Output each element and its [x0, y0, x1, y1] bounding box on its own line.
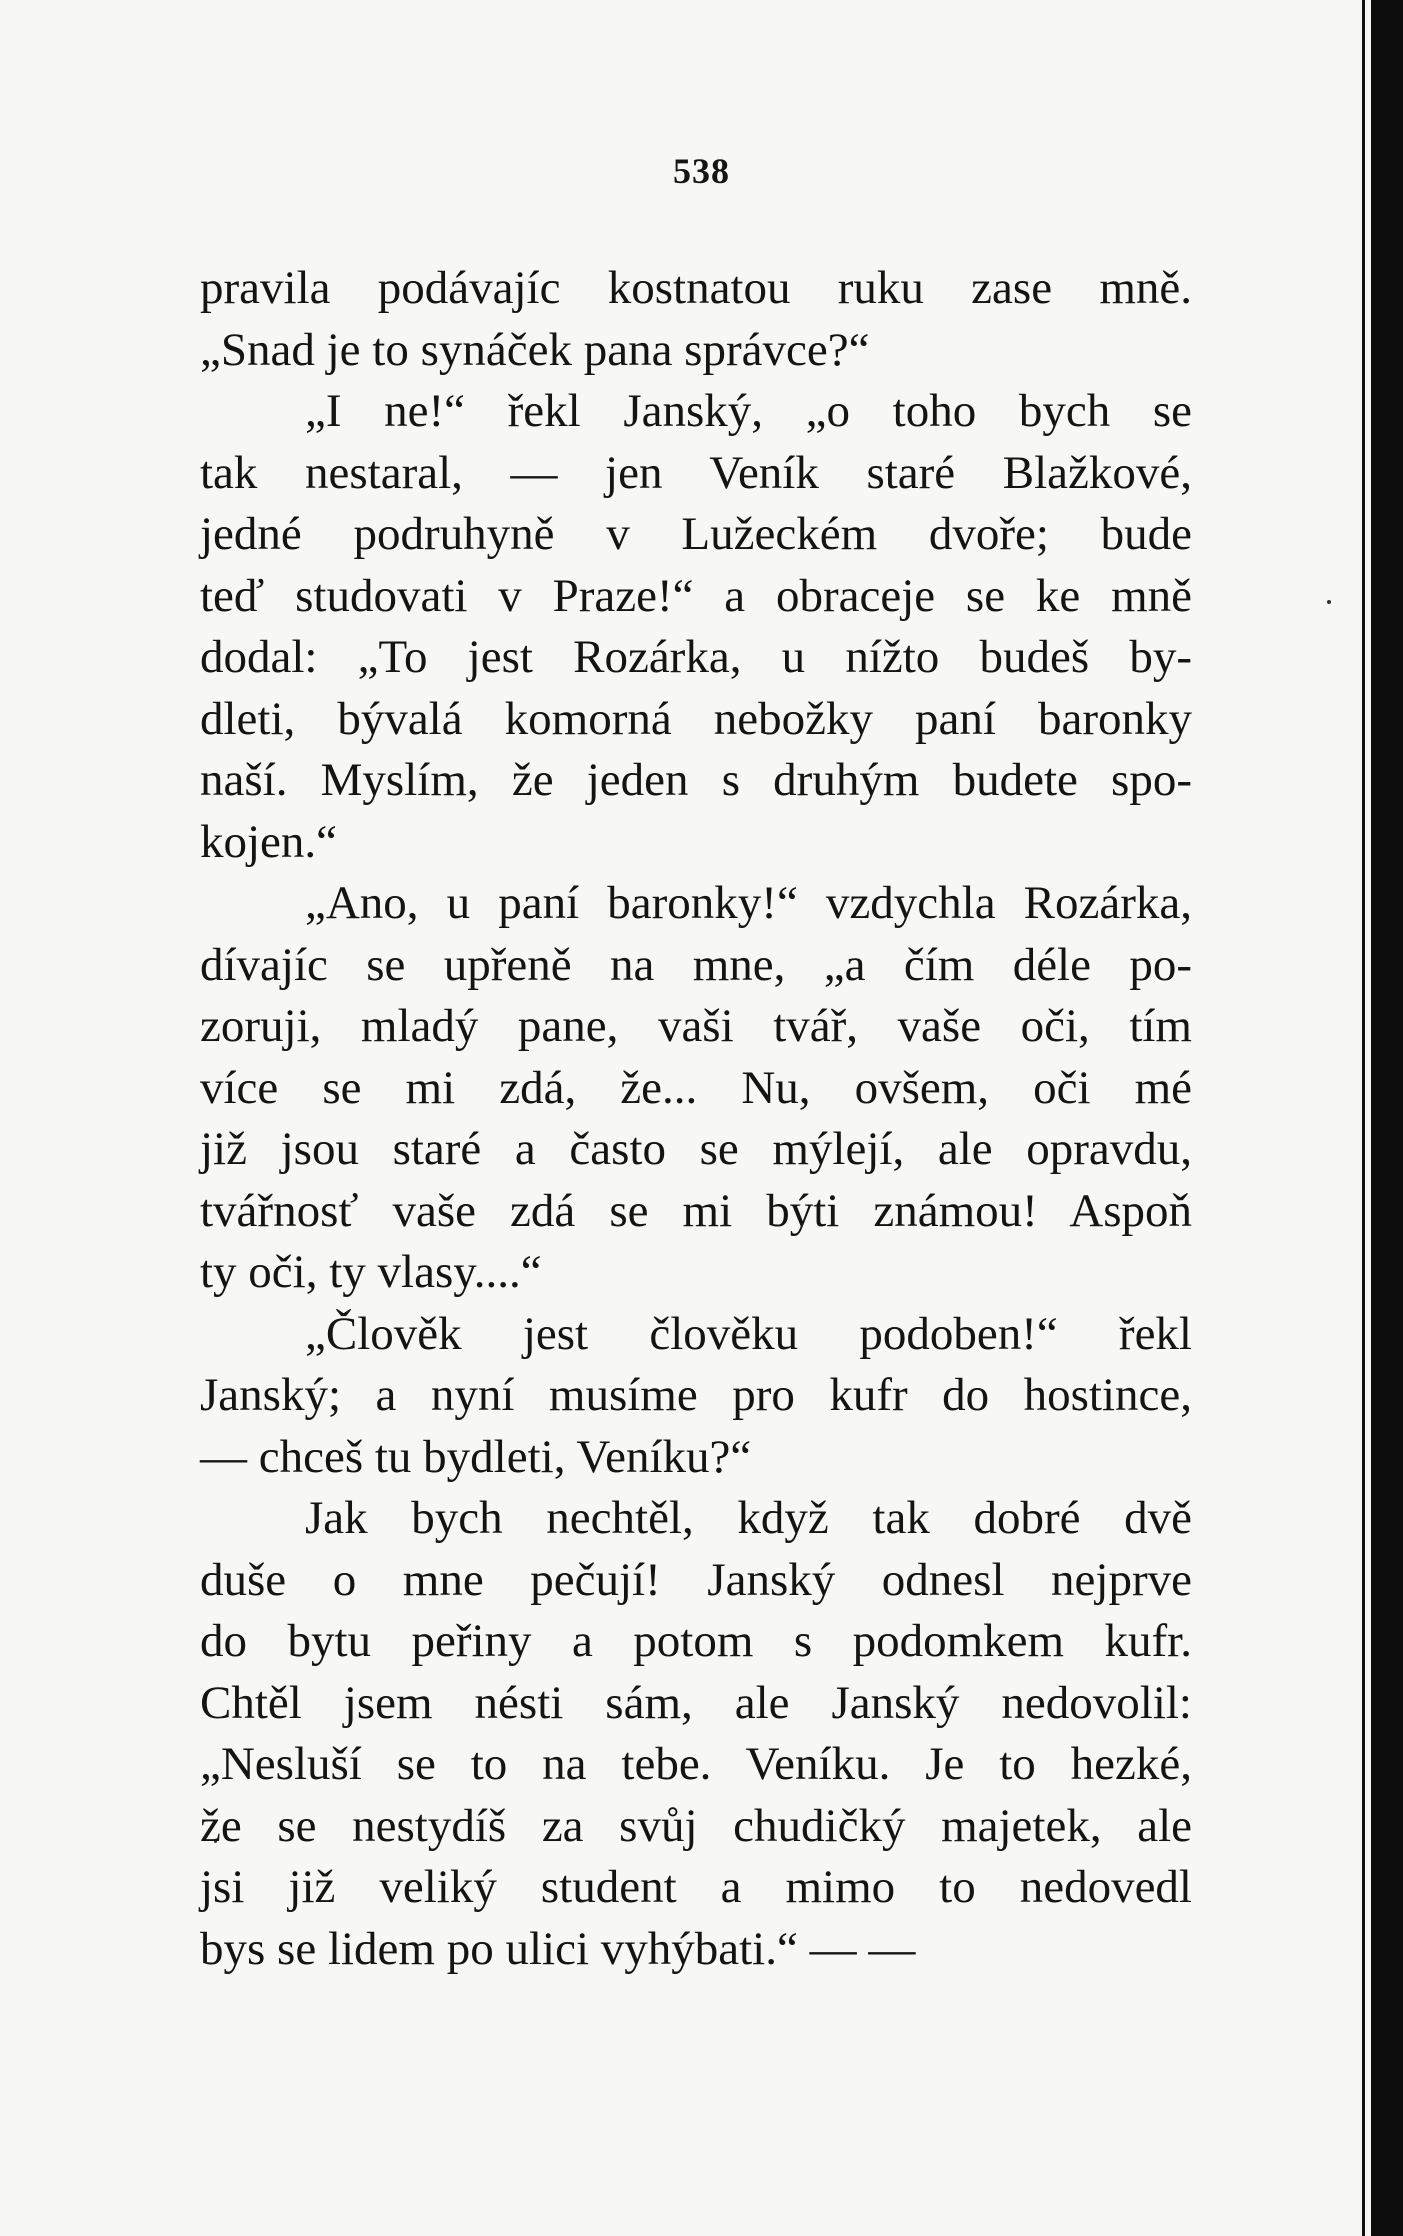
text-line: bys se lidem po ulici vyhýbati.“ — — — [200, 1922, 916, 1975]
text-line: teď studovati v Praze!“ a obraceje se ke mně — [200, 569, 1192, 622]
text-line: naší. Myslím, že jeden s druhým budete spo- — [200, 754, 1192, 806]
text-line: — chceš tu bydleti, Veníku?“ — [200, 1430, 752, 1483]
text-line: dívajíc se upřeně na mne, „a čím déle po- — [200, 938, 1192, 991]
text-line: „Snad je to synáček pana správce?“ — [200, 323, 870, 376]
text-line: jsi již veliký student a mimo to nedovedl — [200, 1861, 1192, 1913]
text-line: tvářnosť vaše zdá se mi býti známou! Aspoň — [200, 1184, 1192, 1237]
text-line: do bytu peřiny a potom s podomkem kufr. — [200, 1615, 1192, 1667]
text-line: jedné podruhyně v Lužeckém dvoře; bude — [200, 508, 1192, 560]
text-line: duše o mne pečují! Janský odnesl nejprve — [200, 1553, 1192, 1606]
text-line: „Člověk jest člověku podoben!“ řekl — [305, 1307, 1192, 1360]
text-line: více se mi zdá, že... Nu, ovšem, oči mé — [200, 1061, 1192, 1114]
text-line: že se nestydíš za svůj chudičký majetek, ale — [200, 1799, 1192, 1852]
text-line: tak nestaral, — jen Veník staré Blažkové, — [200, 446, 1192, 499]
page-edge-rule — [1362, 0, 1365, 2236]
text-line: kojen.“ — [200, 815, 338, 868]
text-line: ty oči, ty vlasy....“ — [200, 1246, 542, 1298]
text-line: Janský; a nyní musíme pro kufr do hostince, — [200, 1369, 1192, 1421]
text-line: „I ne!“ řekl Janský, „o toho bych se — [305, 385, 1192, 437]
text-line: pravila podávajíc kostnatou ruku zase mně. — [200, 262, 1192, 314]
text-line: zoruji, mladý pane, vaši tvář, vaše oči, tím — [200, 1000, 1192, 1052]
scan-speck — [1327, 600, 1331, 604]
text-line: „Nesluší se to na tebe. Veníku. Je to hezké, — [200, 1738, 1192, 1790]
scan-border — [1371, 0, 1403, 2236]
page-number: 538 — [673, 151, 730, 191]
text-line: dodal: „To jest Rozárka, u nížto budeš by- — [200, 631, 1192, 683]
body-text — [200, 258, 1192, 1980]
text-line: Jak bych nechtěl, když tak dobré dvě — [305, 1492, 1192, 1544]
text-line: již jsou staré a často se mýlejí, ale opravdu, — [200, 1123, 1192, 1175]
text-line: dleti, bývalá komorná nebožky paní baronky — [200, 692, 1192, 745]
text-line: Chtěl jsem nésti sám, ale Janský nedovolil: — [200, 1676, 1192, 1729]
text-line: „Ano, u paní baronky!“ vzdychla Rozárka, — [305, 877, 1192, 929]
